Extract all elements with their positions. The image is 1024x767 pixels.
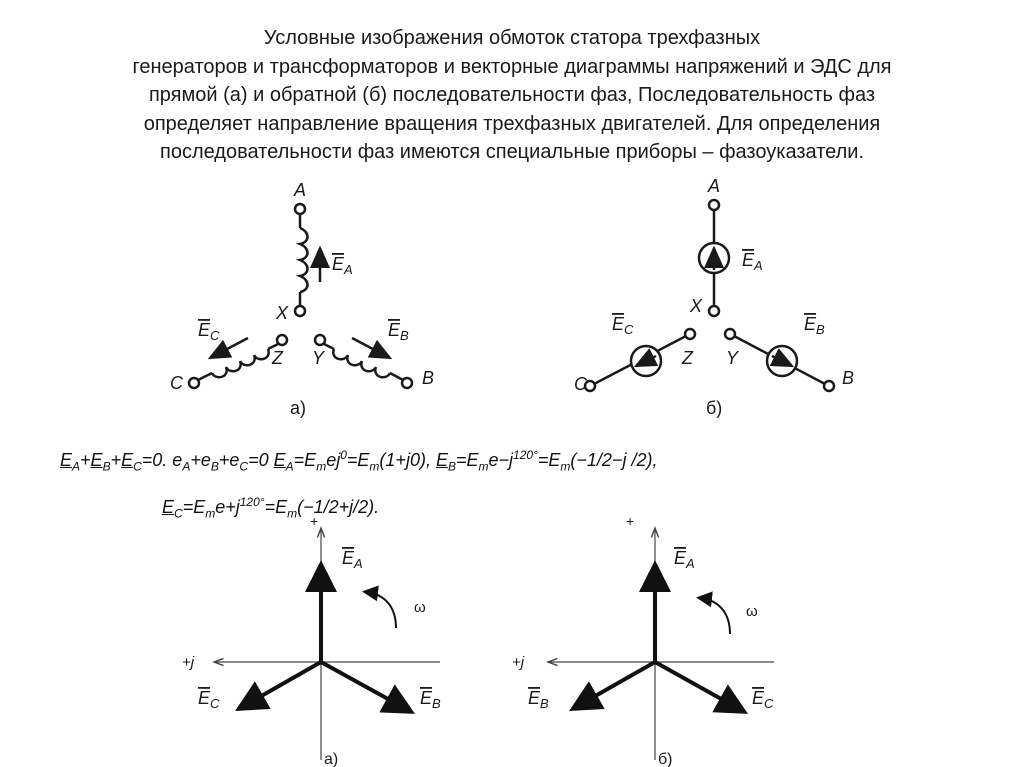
label-eb: $E_B$ xyxy=(420,688,441,711)
label-omega: ω xyxy=(746,603,758,620)
label-omega: ω xyxy=(414,599,426,616)
rotation-arrow xyxy=(700,598,730,634)
label-emf-a: $E_A$ xyxy=(332,254,353,277)
formula-line-2: $E_C=E_me+j^{120^\circ}=E_m(-1/2+j/2)$. xyxy=(162,495,380,521)
label-c: C xyxy=(170,373,183,393)
label-plus-j: +j xyxy=(512,654,525,671)
caption-phasor-a: а) xyxy=(324,751,339,767)
page-title xyxy=(60,24,964,167)
title-line-3: прямой (а) и обратной (б) последовательности фаз, Последовательность фаз xyxy=(148,84,876,106)
terminal-b-node xyxy=(824,381,834,391)
label-emf-a: $E_A$ xyxy=(742,250,763,273)
terminal-y-node xyxy=(725,329,735,339)
terminal-a-node xyxy=(295,204,305,214)
phase-c-winding xyxy=(198,344,278,380)
label-b: B xyxy=(422,368,435,388)
label-ec: $E_C$ xyxy=(752,688,774,711)
phasor-ec xyxy=(655,662,741,710)
label-a: A xyxy=(708,178,721,196)
terminal-b-node xyxy=(402,378,412,388)
caption-phasor-b: б) xyxy=(658,751,673,767)
label-plus: + xyxy=(626,513,635,529)
terminal-z-node xyxy=(277,335,287,345)
source-diagram-b xyxy=(570,178,870,428)
label-x: X xyxy=(276,303,289,323)
label-b: B xyxy=(842,368,855,388)
label-plus: + xyxy=(310,513,319,529)
phasor-eb xyxy=(576,662,655,707)
label-y: Y xyxy=(726,348,739,368)
label-emf-b: $E_B$ xyxy=(804,314,825,337)
phase-b-winding xyxy=(324,344,403,380)
terminal-y-node xyxy=(315,335,325,345)
label-eb: $E_B$ xyxy=(528,688,549,711)
label-a: A xyxy=(294,180,307,200)
label-z: Z xyxy=(682,348,693,368)
label-x: X xyxy=(690,296,703,316)
terminal-x-node xyxy=(709,306,719,316)
phasor-diagram-b xyxy=(508,510,808,767)
label-emf-b: $E_B$ xyxy=(388,320,409,343)
title-line-5: последовательности фаз имеются специальные приборы – фазоуказатели. xyxy=(160,141,864,163)
label-z: Z xyxy=(272,348,283,368)
title-line-1: Условные изображения обмоток статора трехфазных xyxy=(263,27,761,49)
rotation-arrow xyxy=(366,592,396,628)
terminal-x-node xyxy=(295,306,305,316)
phasor-ec xyxy=(242,662,321,707)
label-emf-c: $E_C$ xyxy=(198,320,220,343)
phasor-diagram-a xyxy=(170,510,470,767)
label-y: Y xyxy=(312,348,325,368)
caption-a: а) xyxy=(290,398,307,418)
terminal-a-node xyxy=(709,200,719,210)
phase-a-winding xyxy=(300,214,308,306)
terminal-z-node xyxy=(685,329,695,339)
label-emf-c: $E_C$ xyxy=(612,314,634,337)
label-ea: $E_A$ xyxy=(342,548,363,571)
title-line-2: генераторов и трансформаторов и векторные диаграммы напряжений и ЭДС для xyxy=(132,55,892,78)
winding-diagram-a xyxy=(160,178,520,428)
label-ea: $E_A$ xyxy=(674,548,695,571)
label-c: C xyxy=(574,374,587,394)
emf-b-arrow xyxy=(352,338,390,358)
caption-b: б) xyxy=(706,398,723,418)
title-line-4: определяет направление вращения трехфазных двигателей. Для определения xyxy=(143,112,881,135)
formula-line-1: $E_A+E_B+E_C=0$. $e_A+e_B+e_C=0$ $E_A=E_mej^0=E_m(1+j0)$, $E_B=E_me-j^{120^\circ}=E_m(-1/2-j$ /2), xyxy=(60,448,658,474)
phasor-eb xyxy=(321,662,408,710)
label-ec: $E_C$ xyxy=(198,688,220,711)
label-plus-j: +j xyxy=(182,654,195,671)
terminal-c-node xyxy=(189,378,199,388)
